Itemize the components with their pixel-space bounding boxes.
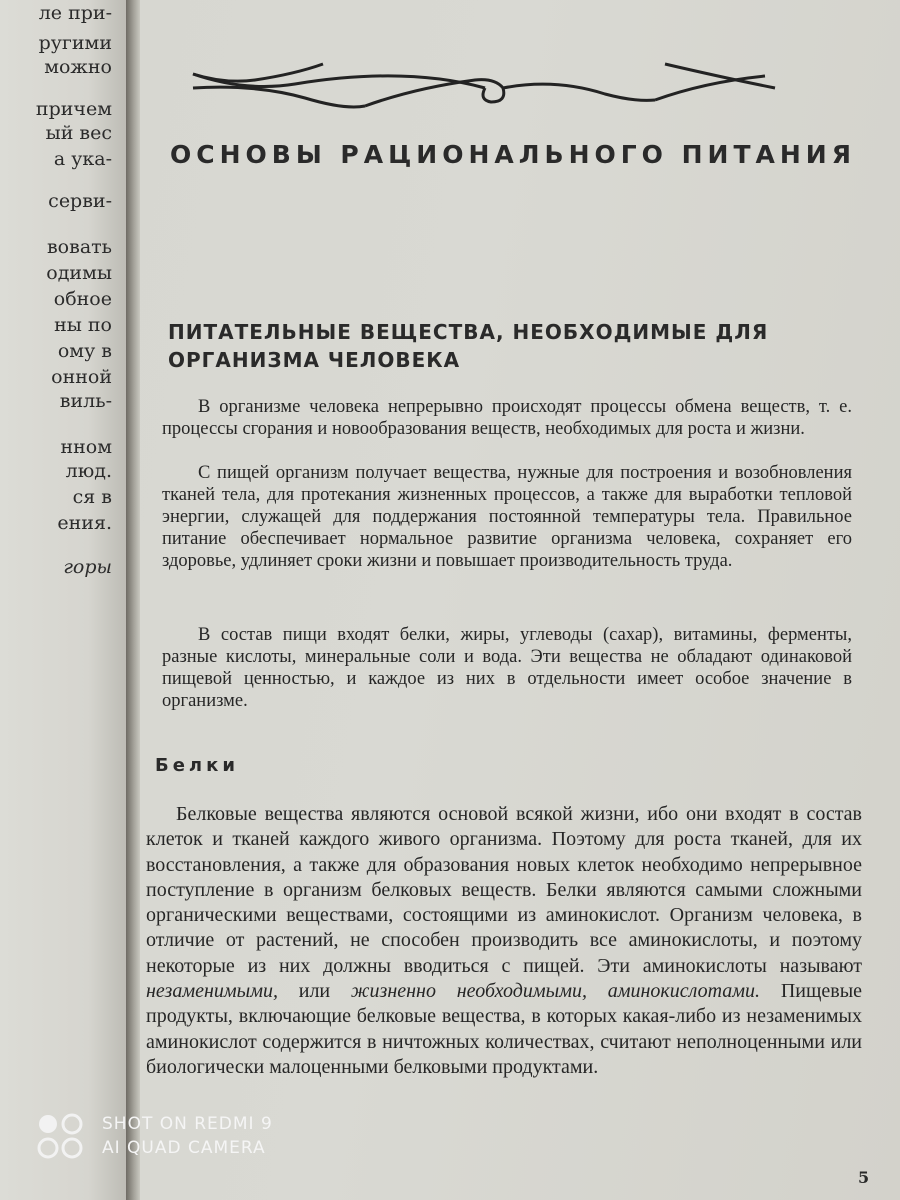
left-page-edge xyxy=(0,0,126,1200)
left-page-fragment: ругими xyxy=(38,32,112,54)
page-title: ОСНОВЫ РАЦИОНАЛЬНОГО ПИТАНИЯ xyxy=(170,140,856,169)
left-page-fragment: ый вес xyxy=(45,122,112,144)
left-page-fragment: причем xyxy=(35,98,112,120)
page-number: 5 xyxy=(858,1168,870,1187)
paragraph xyxy=(162,624,852,712)
left-page-fragment: горы xyxy=(63,556,112,578)
left-page-fragment: одимы xyxy=(46,262,112,284)
left-page-fragment: а ука- xyxy=(53,148,112,170)
left-page-fragment: ны по xyxy=(54,314,112,336)
paragraph-text: Белковые вещества являются основой всякой жизни, ибо они входят в состав клеток и тканей каждого живого организма. Поэтому для роста тканей, для их восстановления, а также для образования новых клеток необходимо непрерывное поступление в организм белковых веществ. Белки являются самыми сложными органическими веществами, состоящими из аминокислот. Организм человека, в отличие от растений, не способен производить все аминокислоты, и поэтому некоторые из них должны вводиться с пищей. Эти аминокислоты называют xyxy=(146,803,862,977)
left-page-fragment: ся в xyxy=(72,486,112,508)
camera-lens-icon xyxy=(36,1112,90,1160)
paragraph-text: В организме человека непрерывно происходят процессы обмена веществ, т. е. процессы сгорания и новообразования веществ, необходимых для роста и жизни. xyxy=(162,397,852,439)
italic-term: незаменимыми, xyxy=(146,980,278,1003)
left-page-fragment: нном xyxy=(60,436,112,458)
left-page-fragment: онной xyxy=(51,366,112,388)
paragraph-text: С пищей организм получает вещества, нужные для построения и возобновления тканей тела, для протекания жизненных процессов, а также для выработки тепловой энергии, служащей для поддержания постоянной температуры тела. Правильное питание обеспечивает нормальное развитие организма человека, сохраняет его здоровье, удлиняет сроки жизни и повышает производительность труда. xyxy=(162,463,852,571)
left-page-fragment: серви- xyxy=(48,190,112,212)
subheading-proteins: Белки xyxy=(155,755,239,776)
left-page-fragment: ения. xyxy=(57,512,112,534)
left-page-fragment: вовать xyxy=(46,236,112,258)
italic-term: жизненно необходимыми, аминокислотами. xyxy=(350,980,761,1003)
paragraph-text: В состав пищи входят белки, жиры, углеводы (сахар), витамины, ферменты, разные кислоты, минеральные соли и вода. Эти вещества не обладают одинаковой пищевой ценностью, и каждое из них в отдельности имеет особое значение в организме. xyxy=(162,625,852,711)
section-heading: ПИТАТЕЛЬНЫЕ ВЕЩЕСТВА, НЕОБХОДИМЫЕ ДЛЯ ОРГАНИЗМА ЧЕЛОВЕКА xyxy=(168,320,769,372)
left-page-fragment: виль- xyxy=(59,390,112,412)
paragraph xyxy=(162,396,852,440)
watermark-line-2: AI QUAD CAMERA xyxy=(102,1138,266,1158)
left-page-fragment: люд. xyxy=(65,460,112,482)
decorative-flourish-icon xyxy=(185,58,785,120)
paragraph-text: Пищевые продукты, включающие белковые вещества, в которых какая-либо из незаменимых аминокислот содержится в ничтожных количествах, считают неполноценными или биологически малоценными белковыми продуктами. xyxy=(146,980,863,1078)
left-page-fragment: можно xyxy=(44,56,112,78)
book-gutter xyxy=(126,0,140,1200)
left-page-fragment: обное xyxy=(53,288,112,310)
watermark-line-1: SHOT ON REDMI 9 xyxy=(102,1114,273,1134)
paragraph-text: или xyxy=(277,980,351,1003)
left-page-fragment: ому в xyxy=(57,340,112,362)
proteins-paragraph xyxy=(146,802,862,1080)
paragraph xyxy=(162,462,852,572)
left-page-fragment: ле при- xyxy=(38,2,112,24)
camera-watermark xyxy=(36,1112,273,1160)
